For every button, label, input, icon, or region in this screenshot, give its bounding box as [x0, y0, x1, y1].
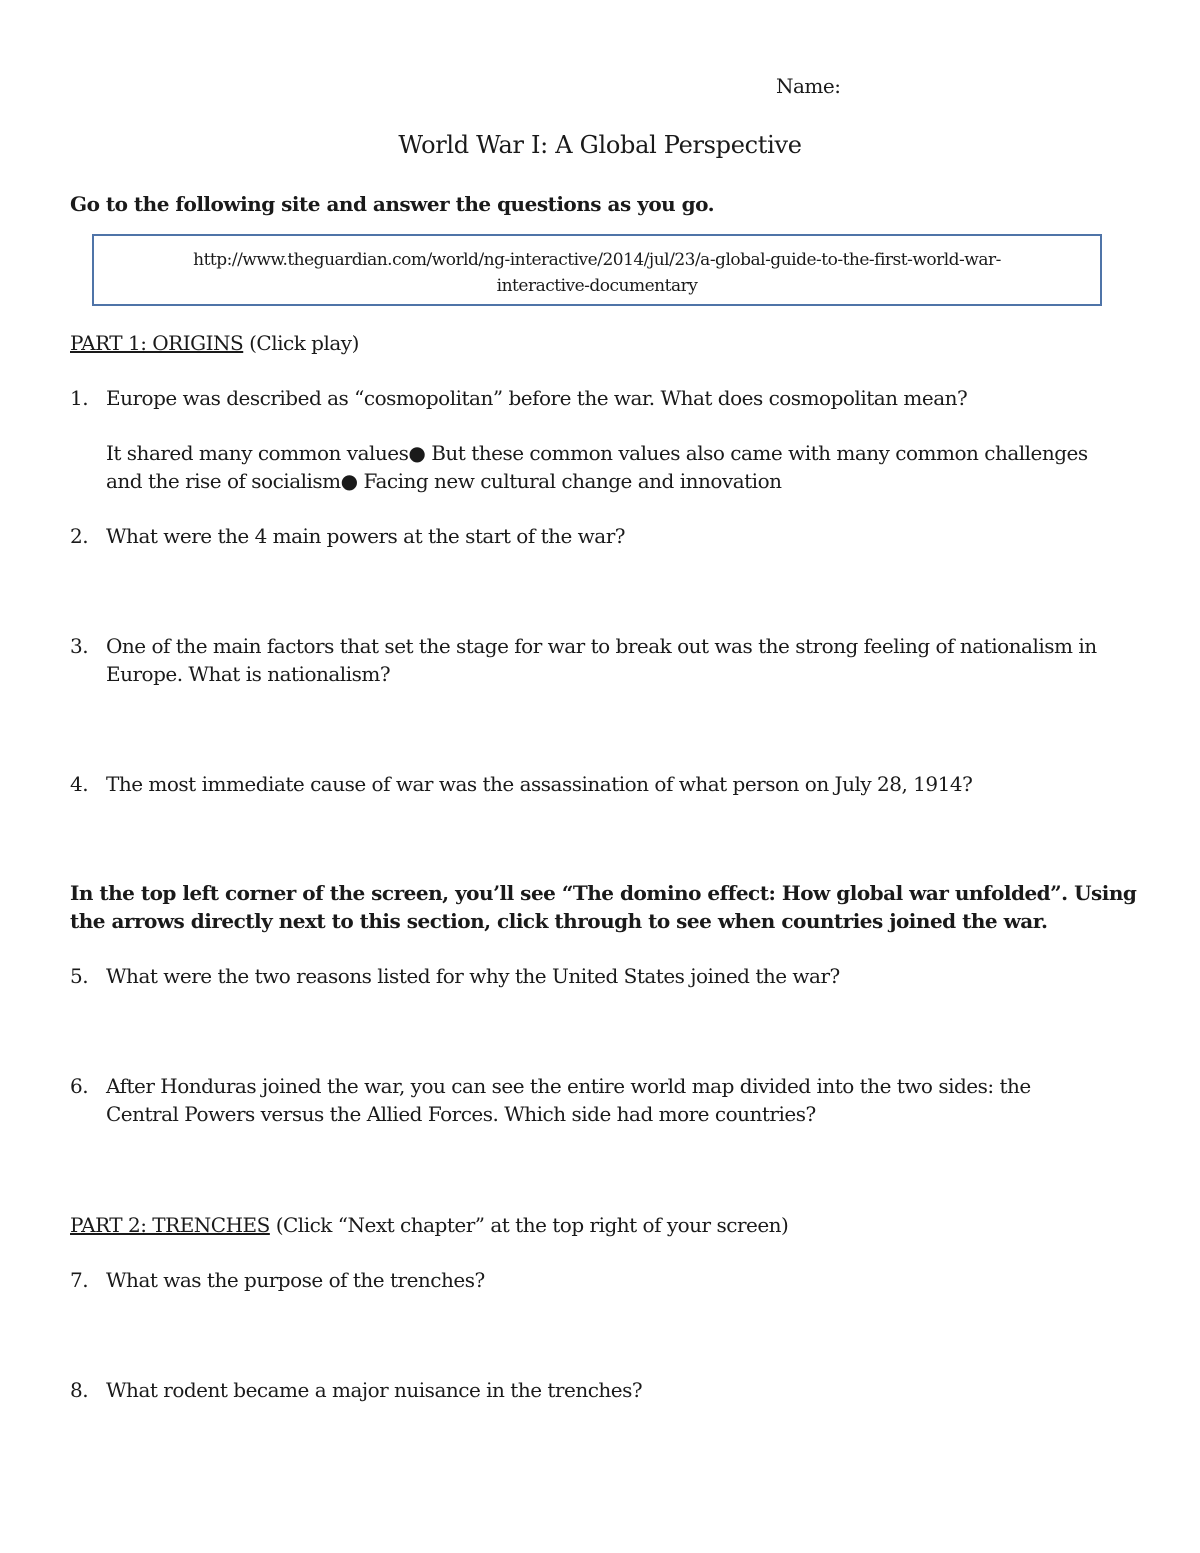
question-text: What was the purpose of the trenches? — [106, 1268, 485, 1292]
question-number: 3. — [70, 634, 89, 658]
instruction-note: In the top left corner of the screen, you’ll see “The domino effect: How global war unfolded”. Using — [70, 881, 1137, 905]
bullet-icon: ● — [408, 441, 426, 465]
part1-title: PART 1: ORIGINS — [70, 331, 244, 355]
question-text: After Honduras joined the war, you can see the entire world map divided into the two sides: the — [106, 1074, 1031, 1098]
url-line-1[interactable]: http://www.theguardian.com/world/ng-interactive/2014/jul/23/a-global-guide-to-the-first-world-war- — [193, 250, 1001, 270]
question-text: One of the main factors that set the stage for war to break out was the strong feeling of nationalism in — [106, 634, 1097, 658]
page-title: World War I: A Global Perspective — [398, 131, 802, 159]
part1-note: (Click play) — [243, 331, 359, 355]
question-text: Central Powers versus the Allied Forces. Which side had more countries? — [106, 1102, 816, 1126]
question-text: The most immediate cause of war was the assassination of what person on July 28, 1914? — [106, 772, 973, 796]
part2-heading — [70, 1211, 788, 1239]
part1-heading — [70, 329, 359, 357]
answer-line — [106, 439, 1088, 467]
question-text: What rodent became a major nuisance in the trenches? — [106, 1378, 643, 1402]
question-number: 6. — [70, 1074, 89, 1098]
question-number: 5. — [70, 964, 89, 988]
answer-text: But these common values also came with many common challenges — [425, 441, 1088, 465]
url-line-2[interactable]: interactive-documentary — [496, 276, 698, 296]
instruction-text: Go to the following site and answer the questions as you go. — [70, 192, 715, 216]
bullet-icon: ● — [340, 469, 358, 493]
name-label: Name: — [776, 74, 841, 98]
answer-text: and the rise of socialism — [106, 469, 341, 493]
question-text: What were the two reasons listed for why the United States joined the war? — [106, 964, 840, 988]
question-text: What were the 4 main powers at the start of the war? — [106, 524, 626, 548]
url-box — [92, 234, 1102, 306]
instruction-note: the arrows directly next to this section, click through to see when countries joined the war. — [70, 909, 1048, 933]
question-text: Europe was described as “cosmopolitan” before the war. What does cosmopolitan mean? — [106, 386, 968, 410]
question-number: 2. — [70, 524, 89, 548]
part2-note: (Click “Next chapter” at the top right of your screen) — [269, 1213, 789, 1237]
part2-title: PART 2: TRENCHES — [70, 1213, 270, 1237]
answer-text: It shared many common values — [106, 441, 409, 465]
question-number: 4. — [70, 772, 89, 796]
question-number: 7. — [70, 1268, 89, 1292]
question-text: Europe. What is nationalism? — [106, 662, 391, 686]
answer-line — [106, 467, 782, 495]
question-number: 8. — [70, 1378, 89, 1402]
question-number: 1. — [70, 386, 89, 410]
answer-text: Facing new cultural change and innovation — [357, 469, 782, 493]
